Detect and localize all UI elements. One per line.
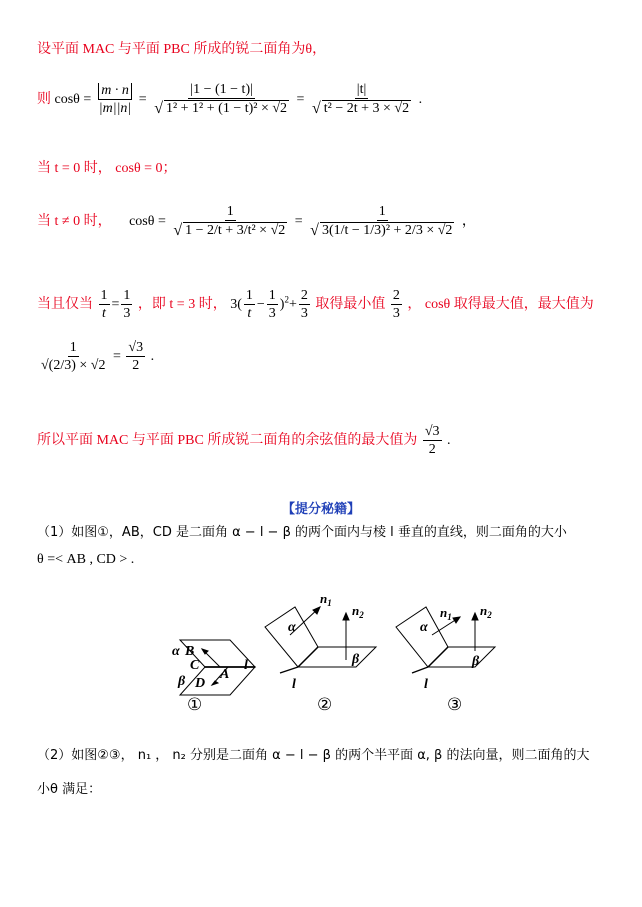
- frac-2-num: |1 − (1 − t)|: [188, 82, 255, 99]
- case-t-zero: [37, 157, 177, 177]
- frac-2-den: √ 1² + 1² + (1 − t)² × √2: [154, 100, 288, 118]
- frac-mn-den: |m||n|: [98, 101, 132, 117]
- fig1-C: C: [190, 658, 200, 673]
- frac-result-den: 2: [132, 358, 140, 374]
- fig3-beta: β: [472, 654, 480, 669]
- frac-3: [310, 82, 413, 118]
- frac-conclusion-den: 2: [428, 442, 436, 458]
- case-t-zero-text: 当 t = 0 时， cosθ = 0；: [37, 161, 177, 176]
- frac-mn: [97, 83, 134, 117]
- fig2-n2: $n_2$: [352, 603, 364, 620]
- tip-2-line-1: （2）如图②③， n₁ ， n₂ 分别是二面角 α − l − β 的两个半平面 α, β 的法向量，则二面角的大: [37, 748, 590, 763]
- frac-3-num: |t|: [355, 82, 369, 99]
- frac-case-2-num: 1: [377, 204, 388, 221]
- fig3-n2: $n_2$: [480, 603, 492, 620]
- fig1-B: B: [185, 644, 195, 659]
- line-angle-setup: [37, 38, 326, 58]
- fig3-alpha: α: [420, 620, 428, 635]
- fig3-l: l: [424, 677, 428, 692]
- frac-1-over-t: $\frac{1}{t}$: [100, 288, 108, 322]
- frac-max: [39, 340, 107, 374]
- case-lhs: cosθ =: [129, 214, 166, 230]
- fig1-beta: β: [178, 674, 186, 689]
- fig1-A: A: [220, 667, 230, 682]
- frac-3-den-text: t² − 2t + 3 × √2: [323, 101, 410, 117]
- fig2-alpha: α: [288, 620, 296, 635]
- fig1-alpha: α: [172, 644, 180, 659]
- frac-2: [152, 82, 291, 118]
- equality-condition: 当且仅当 $\frac{1}{t}$ = $\frac{1}{3}$ ，即 t = 3 时， 3( $\frac{1}{t}$ − $\frac{1}{3}$ )$^2$+ $\frac{2}{3}$ 取得最小值 $\frac{2}{3}$ ， cosθ 取得最大值，最大值为: [37, 288, 594, 322]
- fig1-l: l: [244, 658, 248, 673]
- frac-case-1-num: 1: [225, 204, 236, 221]
- fig2-l: l: [292, 677, 296, 692]
- equality-d: ， cosθ 取得最大值，最大值为: [407, 297, 594, 313]
- cos-eq-2: =: [296, 92, 305, 108]
- cos-eq-1: =: [138, 92, 147, 108]
- cos-end: .: [418, 92, 423, 108]
- tip-2-line-2: 小θ 满足：: [37, 782, 102, 797]
- frac-case-2-den-text: 3(1/t − 1/3)² + 2/3 × √2: [321, 223, 453, 239]
- cos-formula: [37, 82, 422, 118]
- tip-1-line-2: θ =< AB , CD > .: [37, 552, 135, 567]
- case-t-nonzero: 当 t ≠ 0 时， cosθ = $\frac{1}{\text{√ 1 − 2/t + 3/t² × √2}}$ = $\frac{1}{\text{√ 3(1/t − 1/3)² + 2/3 × √2}}$ ，: [37, 204, 476, 240]
- equality-c: 取得最小值: [315, 297, 386, 313]
- fig3-caption: ③: [447, 695, 463, 715]
- case-t-nonzero-prefix: 当 t ≠ 0 时，: [37, 214, 112, 230]
- conclusion-text: 所以平面 MAC 与平面 PBC 所成锐二面角的余弦值的最大值为: [37, 433, 418, 449]
- equality-expression: 3( $\frac{1}{t}$ − $\frac{1}{3}$ )$^2$+ $\frac{2}{3}$: [230, 288, 308, 322]
- fig1-caption: ①: [187, 695, 203, 715]
- fig1-D: D: [195, 676, 206, 691]
- frac-result: [126, 340, 145, 374]
- cos-lhs: cosθ =: [54, 92, 92, 108]
- fig3-n1: $n_1$: [440, 605, 452, 622]
- cos-formula-prefix: 则: [37, 92, 51, 108]
- line-angle-setup-text: 设平面 MAC 与平面 PBC 所成的锐二面角为θ，: [37, 42, 327, 57]
- frac-max-den: √(2/3) × √2: [41, 358, 106, 374]
- frac-case-1-den: √ 1 − 2/t + 3/t² × √2: [173, 222, 286, 240]
- frac-3-den: √ t² − 2t + 3 × √2: [311, 100, 410, 118]
- frac-case-2-den: √ 3(1/t − 1/3)² + 2/3 × √2: [310, 222, 453, 240]
- max-eq: =: [112, 349, 121, 365]
- frac-mn-num: m · n: [98, 83, 132, 100]
- max-value-computation: [37, 340, 154, 374]
- max-end: .: [150, 349, 155, 365]
- frac-min-value: $\frac{2}{3}$: [392, 288, 400, 322]
- frac-case-1-den-text: 1 − 2/t + 3/t² × √2: [185, 223, 286, 239]
- frac-case-1: [171, 204, 289, 240]
- frac-case-2: [308, 204, 456, 240]
- case-end: ，: [461, 214, 476, 230]
- conclusion: [37, 424, 451, 458]
- section-title: 【提分秘籍】: [281, 502, 360, 517]
- frac-conclusion: [423, 424, 442, 458]
- frac-max-num: 1: [68, 340, 79, 357]
- fig2-caption: ②: [317, 695, 333, 715]
- conclusion-end: .: [447, 433, 451, 449]
- frac-2-den-text: 1² + 1² + (1 − t)² × √2: [165, 101, 288, 117]
- frac-conclusion-num: √3: [423, 424, 442, 441]
- equality-b: ，即 t = 3 时，: [137, 297, 227, 313]
- equality-a: 当且仅当: [37, 297, 93, 313]
- fig2-beta: β: [352, 652, 360, 667]
- tip-1-line-1: （1）如图①，AB，CD 是二面角 α − l − β 的两个面内与棱 l 垂直的直线，则二面角的大小: [37, 525, 567, 540]
- frac-result-num: √3: [126, 340, 145, 357]
- frac-1-over-3: $\frac{1}{3}$: [123, 288, 131, 322]
- fig2-n1: $n_1$: [320, 591, 332, 608]
